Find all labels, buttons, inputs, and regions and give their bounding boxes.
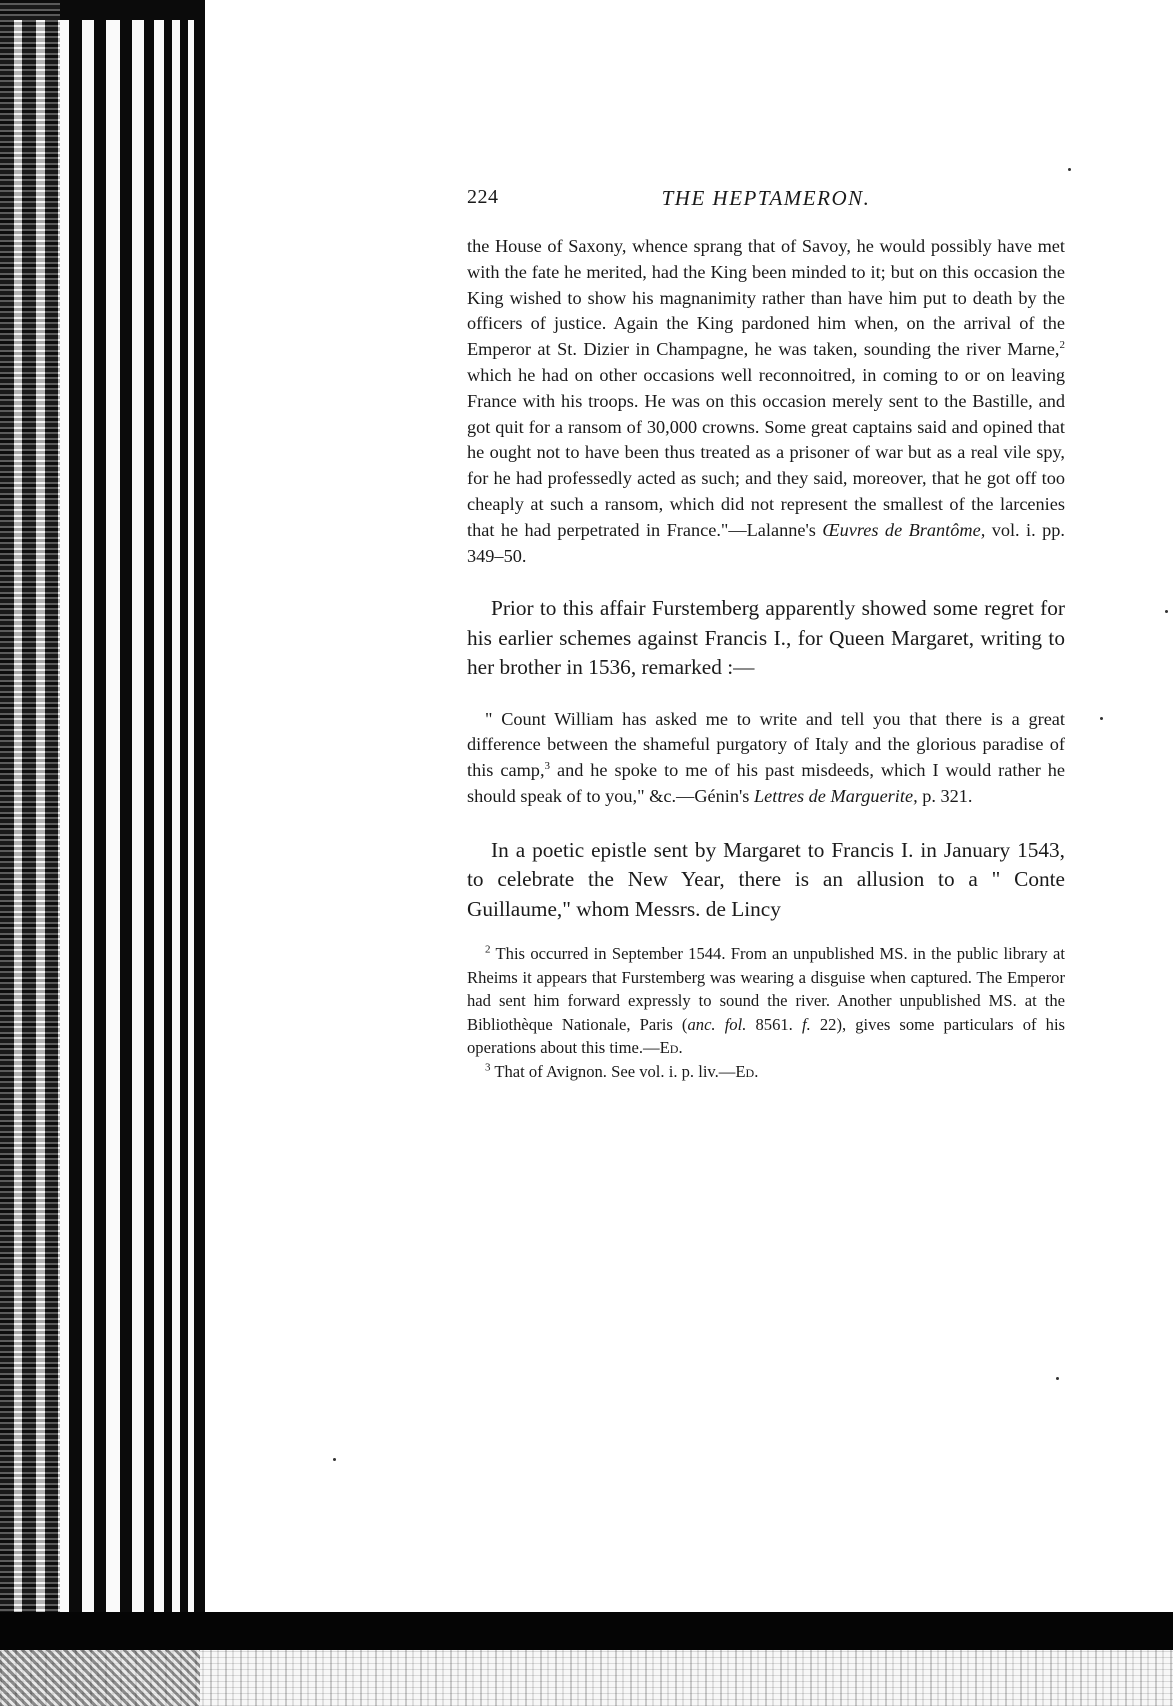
book-edge-scan	[0, 0, 205, 1706]
manuscript-ref: anc. fol.	[687, 1014, 747, 1034]
quote-text: and he spoke to me of his past misdeeds, which I would rather he should speak of to you," &c.—Génin's	[467, 760, 1065, 806]
citation: p. 321.	[917, 785, 973, 806]
footnote-3	[467, 1060, 1065, 1084]
footnote-ref: 3	[544, 760, 551, 773]
page-edge	[82, 20, 94, 1620]
page-edge	[154, 20, 164, 1620]
bottom-scan-band	[0, 1612, 1173, 1650]
quote-text: the House of Saxony, whence sprang that of Savoy, he would possibly have met with the fate he merited, had the King been minded to it; but on this occasion the King wished to show his magnanimity rather than have him put to death by the officers of justice. Again the King pardoned him when, on the arrival of the Emperor at St. Dizier in Champagne, he was taken, sounding the river Marne,	[467, 236, 1065, 360]
footnote-text: This occurred in September 1544. From an unpublished MS. in the public library at Rheims it appears that Furstemberg was wearing a disguise when captured. The Emperor had sent him forward expressly to sound the river. Another unpublished MS. at the Bibliothèque Nationale, Paris (	[467, 943, 1065, 1034]
footnote-text: 22), gives some particulars of his operations about this time.—	[467, 1014, 1066, 1058]
citation: vol. i. pp. 349–50.	[467, 519, 1065, 566]
editor-mark: Ed.	[735, 1061, 759, 1081]
footnote-text: 8561.	[746, 1014, 802, 1034]
scan-dot	[1068, 168, 1071, 171]
footnotes	[467, 942, 1065, 1084]
scan-dot	[333, 1458, 336, 1461]
footnote-text: That of Avignon. See vol. i. p. liv.—	[490, 1061, 736, 1081]
scan-dot	[1165, 610, 1168, 613]
page-edge	[188, 20, 194, 1620]
footnote-marker: 3	[485, 1061, 491, 1074]
editor-mark: Ed.	[659, 1038, 683, 1058]
page-edge	[172, 20, 180, 1620]
quote-text: " Count William has asked me to write and tell you that there is a great difference between the shameful purgatory of Italy and the glorious paradise of this camp,	[467, 708, 1065, 781]
footnote-ref: 2	[1059, 339, 1065, 352]
running-title: THE HEPTAMERON.	[661, 186, 871, 210]
footnote-marker: 2	[485, 943, 491, 956]
page-number: 224	[467, 186, 499, 208]
page-edge	[132, 20, 144, 1620]
work-title: Œuvres de Brantôme,	[822, 519, 986, 540]
footnote-2	[467, 942, 1065, 1060]
manuscript-ref: f.	[801, 1014, 811, 1034]
quoted-passage-genin	[467, 707, 1065, 810]
body-paragraph: In a poetic epistle sent by Margaret to Francis I. in January 1543, to celebrate the New Year, there is an allusion to a " Conte Guillaume," whom Messrs. de Lincy	[467, 837, 1065, 921]
body-paragraph: Prior to this affair Furstemberg apparently showed some regret for his earlier schemes against Francis I., for Queen Margaret, writing to her brother in 1536, remarked :—	[467, 596, 1065, 680]
quoted-passage-brantome	[467, 234, 1065, 569]
work-title: Lettres de Marguerite,	[753, 785, 918, 806]
bottom-scan-speckle-dark	[0, 1650, 200, 1706]
running-head	[467, 186, 1065, 212]
quote-text: which he had on other occasions well reconnoitred, in coming to or on leaving France with his troops. He was on this occasion merely sent to the Bastille, and got quit for a ransom of 30,000 crowns. Some great captains said and opined that he ought not to have been thus treated as a prisoner of war but as a real vile spy, for he had professedly acted as such; and they said, moreover, that he got off too cheaply at such a ransom, which did not represent the smallest of the larcenies that he had perpetrated in France."—Lalanne's	[467, 364, 1065, 540]
book-page	[467, 186, 1065, 1084]
scan-dot	[1056, 1377, 1059, 1380]
edge-speckle	[0, 0, 60, 1706]
scan-dot	[1100, 717, 1103, 720]
page-edge	[106, 20, 120, 1620]
